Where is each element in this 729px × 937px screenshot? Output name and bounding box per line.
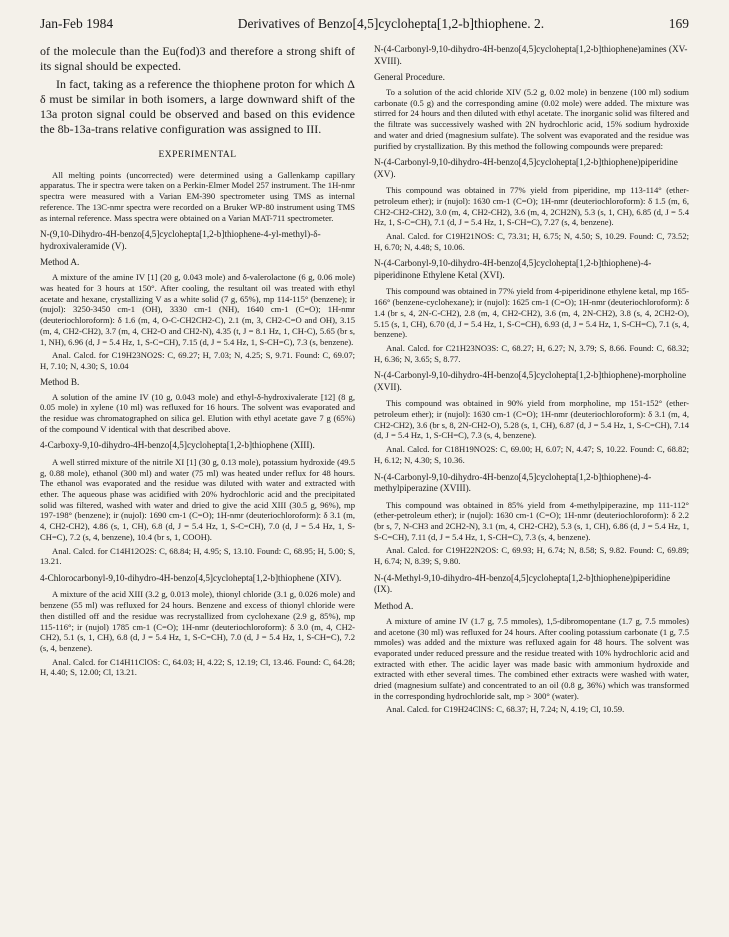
compound-title: N-(4-Methyl-9,10-dihydro-4H-benzo[4,5]cyclohepta[1,2-b]thiophene)piperidine (IX). (374, 572, 671, 595)
compound-title: 4-Carboxy-9,10-dihydro-4H-benzo[4,5]cyclohepta[1,2-b]thiophene (XIII). (40, 440, 315, 451)
left-column (40, 44, 355, 720)
analysis: Anal. Calcd. for C21H23NO3S: C, 68.27; H, 6.27; N, 3.79; S, 8.66. Found: C, 68.32; H, 6.36; N, 3.65; S, 8.77. (374, 342, 689, 364)
compound-title: N-(4-Carbonyl-9,10-dihydro-4H-benzo[4,5]cyclohepta[1,2-b]thiophene)-4-piperidinone Ethylene Ketal (XVI). (374, 258, 652, 280)
paragraph: All melting points (uncorrected) were determined using a Gallenkamp capillary apparatus. The ir spectra were taken on a Perkin-Elmer Model 257 instrument. The 1H-nmr spectra were measured with a Varian EM-390 spectrometer using TMS as internal reference. The 13C-nmr spectra were recorded on a Bruker WP-80 instrument using TMS as internal reference. Mass spectra were obtained on a Varian MAT-711 spectrometer. (40, 169, 355, 223)
paragraph: This compound was obtained in 90% yield from morpholine, mp 151-152° (ether-petroleum ether); ir (nujol): 1630 cm-1 (C=O); 1H-nmr (deuteriochloroform): δ 3.1 (m, 4, CH2-CH2), 3.6 (br s, 8, 2N-CH2-O), 5.28 (s, 1, CH), 6.87 (d, J = 5.4 Hz, 1, S-C=CH), 7.14 (d, J = 5.4 Hz, 1, S-CH=C), 7.3 (s, 4, benzene). (374, 398, 689, 441)
procedure-label: General Procedure. (374, 72, 445, 82)
paragraph: A mixture of the acid XIII (3.2 g, 0.013 mole), thionyl chloride (3.1 g, 0.026 mole) and benzene (55 ml) was refluxed for 24 hours. Benzene and excess of thionyl chloride were then distilled off and the residue was recrystallized from cyclohexane (2.9 g, 85%), mp 115-116°; ir (nujol) 1785 cm-1 (C=O); 1H-nmr (deuteriochloroform): δ 3.0 (m, 4, CH2-CH2), 5.1 (s, 1, CH), 6.8 (d, J = 5.4 Hz, 1, S-C=CH), 7.0 (d, J = 5.4 Hz, 1, S-CH=C), 7.2 (s, 4, benzene). (40, 589, 355, 653)
right-column (374, 44, 689, 720)
analysis: Anal. Calcd. for C19H21NOS: C, 73.31; H, 6.75; N, 4.50; S, 10.29. Found: C, 73.52; H, 6.70; N, 4.48; S, 10.06. (374, 231, 689, 252)
compound-title: N-(9,10-Dihydro-4H-benzo[4,5]cyclohepta[1,2-b]thiophene-4-yl-methyl)-δ-hydroxivaleramide (V). (40, 229, 321, 251)
paragraph: To a solution of the acid chloride XIV (5.2 g, 0.02 mole) in benzene (100 ml) sodium carbonate (0.5 g) and the corresponding amine (0.02 mole) were added. The mixture was stirred for 24 hours and then diluted with ethyl acetate. The inorganic solid was filtered and the filtrate was successively washed with 2N hydrochloric acid, 15% sodium hydroxide and water and dried (magnesium sulfate). The solvent was evaporated and the residue was purified by crystallization. By this method the following compounds were prepared: (374, 87, 689, 151)
paragraph: This compound was obtained in 77% yield from 4-piperidinone ethylene ketal, mp 165-166° (benzene-cyclohexane); ir (nujol): 1625 cm-1 (C=O); 1H-nmr (deuteriochloroform): δ 1.4 (br s, 4, 2N-C-CH2), 2.8 (m, 4, CH2-CH2), 3.6 (m, 4, 2N-CH2), 3.8 (s, 4, 2CH2-O), 5.15 (s, 1, CH), 6.70 (d, J = 5.4 Hz, 1, S-C=CH), 6.93 (d, J = 5.4 Hz, 1, S-CH=C), 7.1 (s, 4, benzene). (374, 286, 689, 340)
paragraph: This compound was obtained in 85% yield from 4-methylpiperazine, mp 111-112° (ether-petroleum ether); ir (nujol): 1630 cm-1 (C=O); 1H-nmr (deuteriochloroform): δ 2.2 (br s, 7, N-CH3 and 2CH2-N), 3.1 (m, 4, CH2-CH2), 5.3 (s, 1, CH), 6.86 (d, J = 5.4 Hz, 1, S-C=CH), 7.11 (d, J = 5.4 Hz, 1, S-CH=C), 7.3 (s, 4, benzene). (374, 499, 689, 542)
method-label: Method A. (40, 257, 80, 268)
paragraph: In fact, taking as a reference the thiophene proton for which Δ δ must be similar in both isomers, a large downward shift of the 13a proton signal could be observed and based on this evidence the 8b-13a-trans relative configuration was assigned to III. (40, 76, 355, 137)
paragraph: of the molecule than the Eu(fod)3 and therefore a strong shift of its signal should be expected. (40, 44, 355, 74)
paragraph: A mixture of amine IV (1.7 g, 7.5 mmoles), 1,5-dibromopentane (1.7 g, 7.5 mmoles) and acetone (30 ml) was refluxed for 24 hours. After cooling potassium carbonate (1 g, 7.5 mmoles) was added and the mixture was refluxed again for 48 hours. The solvent was evaporated under reduced pressure and the residue treated with 10% hydrochloric acid and extracted with ether. The acidic layer was made basic with ammonium hydroxide and extracted with ether several times. The combined ether extracts were washed with water, dried (magnesium sulfate) and concentrated to an oil (0.8 g, 36%) which was transformed in the corresponding hydrochloride salt, mp > 300° (water). (374, 615, 689, 701)
running-header (40, 16, 689, 32)
header-date: Jan-Feb 1984 (40, 16, 114, 31)
compound-title: N-(4-Carbonyl-9,10-dihydro-4H-benzo[4,5]cyclohepta[1,2-b]thiophene)-4-methylpiperazine (XVIII). (374, 471, 652, 494)
compound-title: 4-Chlorocarbonyl-9,10-dihydro-4H-benzo[4,5]cyclohepta[1,2-b]thiophene (XIV). (40, 572, 342, 583)
analysis: Anal. Calcd. for C19H24ClNS: C, 68.37; H, 7.24; N, 4.19; Cl, 10.59. (386, 704, 625, 715)
analysis: Anal. Calcd. for C19H23NO2S: C, 69.27; H, 7.03; N, 4.25; S, 9.71. Found: C, 69.07; H, 7.10; N, 4.30; S, 10.04 (40, 350, 355, 371)
method-label: Method A. (374, 600, 414, 611)
analysis: Anal. Calcd. for C19H22N2OS: C, 69.93; H, 6.74; N, 8.58; S, 9.82. Found: C, 69.89; H, 6.74; N, 8.39; S, 9.80. (374, 545, 689, 567)
paragraph: A solution of the amine IV (10 g, 0.043 mole) and ethyl-δ-hydroxivalerate [12] (8 g, 0.05 mole) in xylene (10 ml) was refluxed for 16 hours. The solvent was evaporated and the residue was chromatographed on silica gel. Elution with ethyl acetate gave 7 g (65%) of the compound V identical with that described above. (40, 391, 355, 434)
compound-title: N-(4-Carbonyl-9,10-dihydro-4H-benzo[4,5]cyclohepta[1,2-b]thiophene)amines (XV-XVIII). (374, 44, 688, 66)
analysis: Anal. Calcd. for C14H12O2S: C, 68.84; H, 4.95; S, 13.10. Found: C, 68.95; H, 5.00; S, 13.21. (40, 545, 355, 567)
paragraph: A mixture of the amine IV [1] (20 g, 0.043 mole) and δ-valerolactone (6 g, 0.06 mole) was heated for 3 hours at 150°. After cooling, the resultant oil was treated with ethyl acetate and hexane, crystallizing V as a white solid (7 g, 65%), mp 114-115° (benzene); ir (nujol): 3250-3450 cm-1 (OH), 3330 cm-1 (NH), 1640 cm-1 (C=O); 1H-nmr (deuteriochloroform): δ 1.6 (m, 4, O-C-CH2CH2-C), 2.1 (m, 3, CH2-C=O and OH), 3.15 (m, 4, CH2-CH2), 3.7 (m, 4, CH2-O and CH2-N), 4.35 (t, J = 8.1 Hz, 1, CH-C), 5.65 (br s, 1, NH), 6.96 (d, J = 5.4 Hz, 1, S-C=CH), 7.15 (d, J = 5.4 Hz, 1, S-CH=C), 7.3 (s, benzene). (40, 272, 355, 347)
page-number: 169 (668, 16, 689, 31)
header-title: Derivatives of Benzo[4,5]cyclohepta[1,2-b]thiophene. 2. (237, 16, 545, 31)
section-heading: EXPERIMENTAL (158, 149, 237, 160)
paragraph: A well stirred mixture of the nitrile XI [1] (30 g, 0.13 mole), potassium hydroxide (49.5 g, 0.88 mole), ethanol (300 ml) and water (75 ml) was heated under reflux for 48 hours. The ethanol was evaporated and the residue was diluted with water and extracted with ether. The aqueous phase was acidified with 20% hydrochloric acid and the precipitated solid was filtered, washed with water and dried to give the acid XIII (30.5 g, 96%), mp 197-198° (benzene); ir (nujol): 1690 cm-1 (C=O); 1H-nmr (deuteriochloroform): δ 3.1 (m, 4, CH2-CH2), 4.86 (s, 1, CH), 6.8 (d, J = 5.4 Hz, 1, S-C=CH), 7.0 (d, J = 5.4 Hz, 1, S-CH=C), 7.2 (s, 4, benzene), 10.4 (br s, 1, COOH). (40, 456, 355, 542)
method-label: Method B. (40, 376, 80, 387)
compound-title: N-(4-Carbonyl-9,10-dihydro-4H-benzo[4,5]cyclohepta[1,2-b]thiophene)-morpholine (XVII). (374, 370, 687, 392)
compound-title: N-(4-Carbonyl-9,10-dihydro-4H-benzo[4,5]cyclohepta[1,2-b]thiophene)piperidine (XV). (374, 157, 678, 179)
paragraph: This compound was obtained in 77% yield from piperidine, mp 113-114° (ether-petroleum ether); ir (nujol): 1630 cm-1 (C=O); 1H-nmr (deuteriochloroform): δ 1.5 (m, 6, CH2-CH2-CH2), 3.0 (m, 4, CH2-CH2), 3.6 (m, 4, 2CH2N), 5.3 (s, 1, CH), 6.85 (d, J = 5.4 Hz, 1, S-C=CH), 7.1 (d, J = 5.4 Hz, 1, S-CH=C), 7.27 (s, 4, benzene). (374, 185, 689, 228)
analysis: Anal. Calcd. for C18H19NO2S: C, 69.00; H, 6.07; N, 4.47; S, 10.22. Found: C, 68.82; H, 6.12; N, 4.30; S, 10.36. (374, 444, 689, 465)
analysis: Anal. Calcd. for C14H11ClOS: C, 64.03; H, 4.22; S, 12.19; Cl, 13.46. Found: C, 64.28; H, 4.40; S, 12.00; Cl, 13.21. (40, 656, 355, 678)
